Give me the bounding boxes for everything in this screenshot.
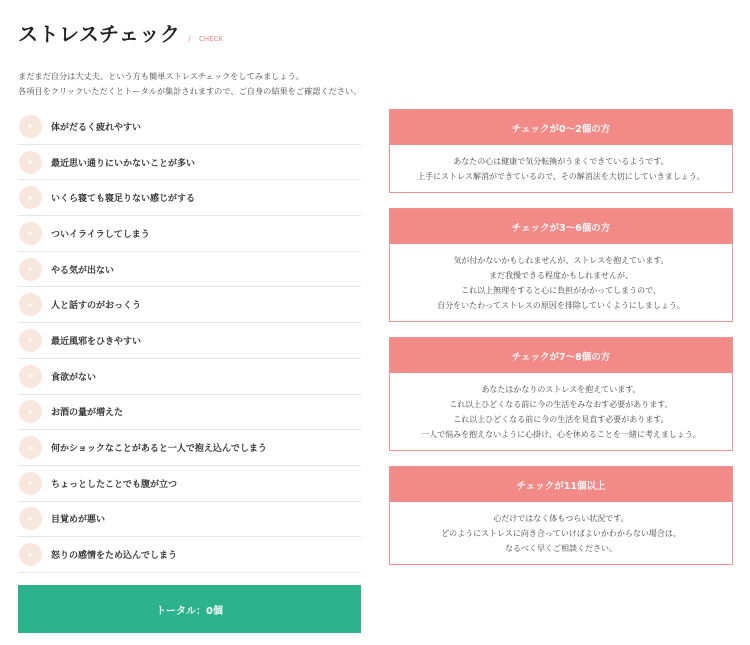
check-item[interactable] [18, 466, 361, 502]
result-line: 自分をいたわってストレスの原因を排除していくようにしましょう。 [437, 301, 685, 310]
result-line: あなたの心は健康で気分転換がうまくできているようです。 [453, 157, 669, 166]
check-circle-icon [19, 365, 42, 388]
intro-line: まだまだ自分は大丈夫、という方も簡単ストレスチェックをしてみましょう。 [18, 71, 304, 81]
result-box-11-plus [389, 466, 733, 565]
result-line: どのようにストレスに向き合っていけばよいかわからない場合は、 [441, 529, 681, 538]
result-box-title: チェックが0〜2個の方 [390, 110, 732, 145]
result-line: 気が付かないかもしれませんが、ストレスを抱えています。 [453, 256, 669, 265]
check-item[interactable] [18, 216, 361, 252]
check-circle-icon [19, 222, 42, 245]
result-box-body [390, 373, 732, 450]
page-title: ストレスチェック [18, 22, 181, 46]
subtitle-label: CHECK [199, 35, 224, 43]
result-box-title: チェックが11個以上 [390, 467, 732, 502]
check-list [18, 109, 361, 573]
check-item[interactable] [18, 145, 361, 181]
check-circle-icon [19, 293, 42, 316]
result-line: なるべく早くご相談ください。 [505, 544, 617, 553]
result-line: 心だけではなく体もつらい状況です。 [493, 514, 629, 523]
result-box-7-8 [389, 337, 733, 451]
check-item-label: 何かショックなことがあると一人で抱え込んでしまう [51, 444, 267, 455]
result-box-0-2 [389, 109, 733, 193]
result-box-title: チェックが7〜8個の方 [390, 338, 732, 373]
check-circle-icon [19, 186, 42, 209]
check-item[interactable] [18, 502, 361, 538]
check-circle-icon [19, 400, 42, 423]
check-item-label: 目覚めが悪い [51, 515, 106, 526]
check-item[interactable] [18, 287, 361, 323]
check-item-label: 体がだるく疲れやすい [51, 122, 142, 133]
check-item-label: 最近風邪をひきやすい [51, 336, 142, 347]
check-item-label: ついイライラしてしまう [51, 229, 150, 240]
result-line: 上手にストレス解消ができているので、その解消法を大切にしていきましょう。 [417, 172, 705, 181]
check-item-label: 最近思い通りにいかないことが多い [51, 158, 196, 169]
result-line: あなたはかなりのストレスを抱えています。 [481, 385, 641, 394]
result-line: これ以上ひどくなる前に今の生活を見直す必要があります。 [453, 415, 669, 424]
check-circle-icon [19, 507, 42, 530]
check-item[interactable] [18, 109, 361, 145]
check-circle-icon [19, 329, 42, 352]
check-item-label: お酒の量が増えた [51, 408, 124, 419]
check-item[interactable] [18, 395, 361, 431]
check-item[interactable] [18, 180, 361, 216]
check-circle-icon [19, 151, 42, 174]
check-item[interactable] [18, 252, 361, 288]
total-button[interactable]: トータル：0個 [18, 585, 361, 633]
check-item-label: いくら寝ても寝足りない感じがする [51, 194, 196, 205]
result-box-body [390, 145, 732, 192]
result-line: これ以上ひどくなる前に今の生活をみなおす必要があります。 [449, 400, 673, 409]
check-item-label: 人と話すのがおっくう [51, 301, 142, 312]
check-circle-icon [19, 258, 42, 281]
result-box-body [390, 244, 732, 321]
check-item-label: ちょっとしたことでも腹が立つ [51, 479, 178, 490]
check-item-label: 食欲がない [51, 372, 97, 383]
check-item[interactable] [18, 359, 361, 395]
check-item[interactable] [18, 430, 361, 466]
result-box-3-6 [389, 208, 733, 322]
result-box-body [390, 502, 732, 564]
result-line: これ以上無理をすると心に負担がかかってしまうので、 [461, 286, 661, 295]
check-item-label: やる気が出ない [51, 265, 115, 276]
subtitle-separator: / [188, 35, 191, 43]
result-line: 一人で悩みを抱えないように心掛け、心を休めることを一緒に考えましょう。 [421, 430, 701, 439]
intro-line: 各項目をクリックいただくとトータルが集計されますので、ご自身の結果をご確認ください。 [18, 86, 362, 96]
result-line: まだ我慢できる程度かもしれませんが、 [489, 271, 633, 280]
check-item-label: 怒りの感情をため込んでしまう [51, 551, 178, 562]
check-circle-icon [19, 543, 42, 566]
page-header [18, 18, 223, 47]
check-circle-icon [19, 115, 42, 138]
check-item[interactable] [18, 323, 361, 359]
check-circle-icon [19, 472, 42, 495]
page-subtitle [188, 35, 223, 43]
check-circle-icon [19, 436, 42, 459]
intro-text [18, 69, 361, 99]
check-item[interactable] [18, 537, 361, 573]
result-box-title: チェックが3〜6個の方 [390, 209, 732, 244]
